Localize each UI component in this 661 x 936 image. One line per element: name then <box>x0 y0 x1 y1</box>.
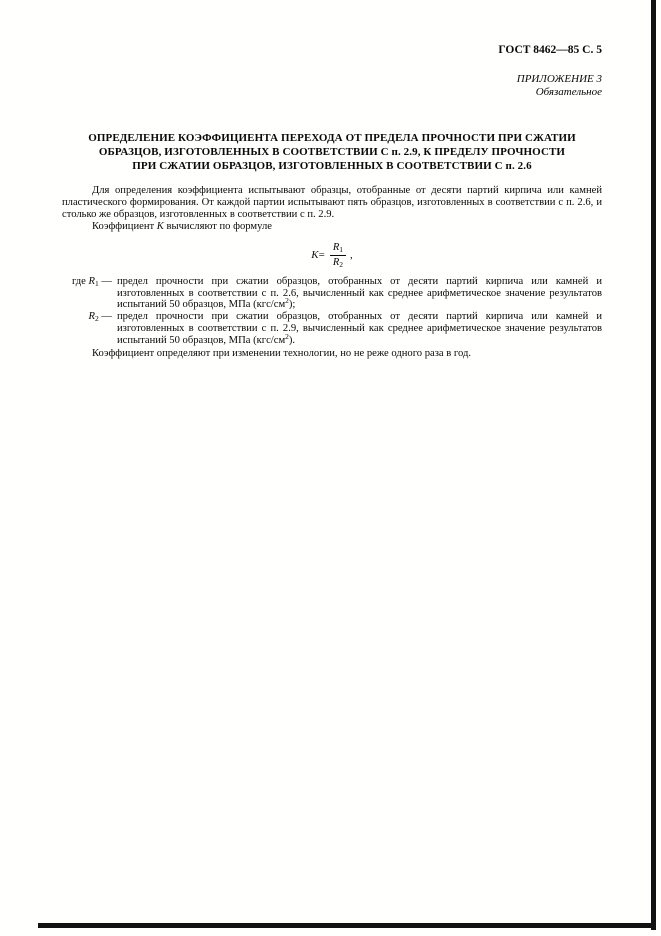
formula-numerator: $R_1$ <box>330 242 346 256</box>
right-border-bar <box>651 0 656 930</box>
formula-comma: , <box>349 249 353 262</box>
annex-block <box>62 73 602 99</box>
formula-intro-paragraph <box>62 221 602 233</box>
doc-title-line-1: ОПРЕДЕЛЕНИЕ КОЭФФИЦИЕНТА ПЕРЕХОДА ОТ ПРЕДЕЛА ПРОЧНОСТИ ПРИ СЖАТИИ <box>88 132 576 144</box>
formula-equals: = <box>318 249 325 262</box>
definitions-list <box>62 276 602 347</box>
coefficient-symbol: К <box>156 220 164 232</box>
bottom-border-bar <box>38 923 656 928</box>
closing-paragraph: Коэффициент определяют при изменении технологии, но не реже одного раза в год. <box>92 348 472 360</box>
intro-paragraph: Для определения коэффициента испытывают образцы, отобранные от десяти партий кирпича или камней пластического формирования. От каждой партии испытывают пять образцов, изготовленных в соответствии с п. 2.6, и столько же образцов, изготовленных в соответствии с п. 2.9. <box>62 185 602 220</box>
doc-title-line-2: ОБРАЗЦОВ, ИЗГОТОВЛЕННЫХ В СООТВЕТСТВИИ С п. 2.9, К ПРЕДЕЛУ ПРОЧНОСТИ <box>98 146 566 158</box>
definition-r2 <box>62 311 602 347</box>
formula-denominator: $R_2$ <box>332 256 343 269</box>
definition-r1-lead: где $R_1$ — <box>71 275 112 288</box>
document-title <box>62 131 602 173</box>
formula-intro-suffix: вычисляют по формуле <box>163 220 272 232</box>
formula-lhs: K <box>311 249 319 262</box>
definition-r1 <box>62 276 602 312</box>
annex-type: Обязательное <box>535 86 602 98</box>
doc-title-line-3: ПРИ СЖАТИИ ОБРАЗЦОВ, ИЗГОТОВЛЕННЫХ В СООТВЕТСТВИИ С п. 2.6 <box>132 160 532 172</box>
gost-header: ГОСТ 8462—85 С. 5 <box>498 44 602 56</box>
definition-r1-text: предел прочности при сжатии образцов, отобранных от десяти партий кирпича или камней и изготовленных в соответствии с п. 2.6, вычисленный как среднее арифметическое значение результатов испытаний 50 образцов, МПа $(кгс/см^2)$; <box>117 275 602 311</box>
formula-intro-prefix: Коэффициент <box>92 220 157 232</box>
formula-fraction <box>330 242 346 269</box>
page-content <box>62 44 602 360</box>
definition-r2-lead: $R_2$ — <box>88 311 112 324</box>
annex-label: ПРИЛОЖЕНИЕ 3 <box>516 73 602 85</box>
formula <box>62 242 602 269</box>
definition-r2-text: предел прочности при сжатии образцов, отобранных от десяти партий кирпича или камней и изготовленных в соответствии с п. 2.9, вычисленный как среднее арифметическое значение результатов испытаний 50 образцов, МПа $(кгс/см^2)$. <box>117 311 602 347</box>
